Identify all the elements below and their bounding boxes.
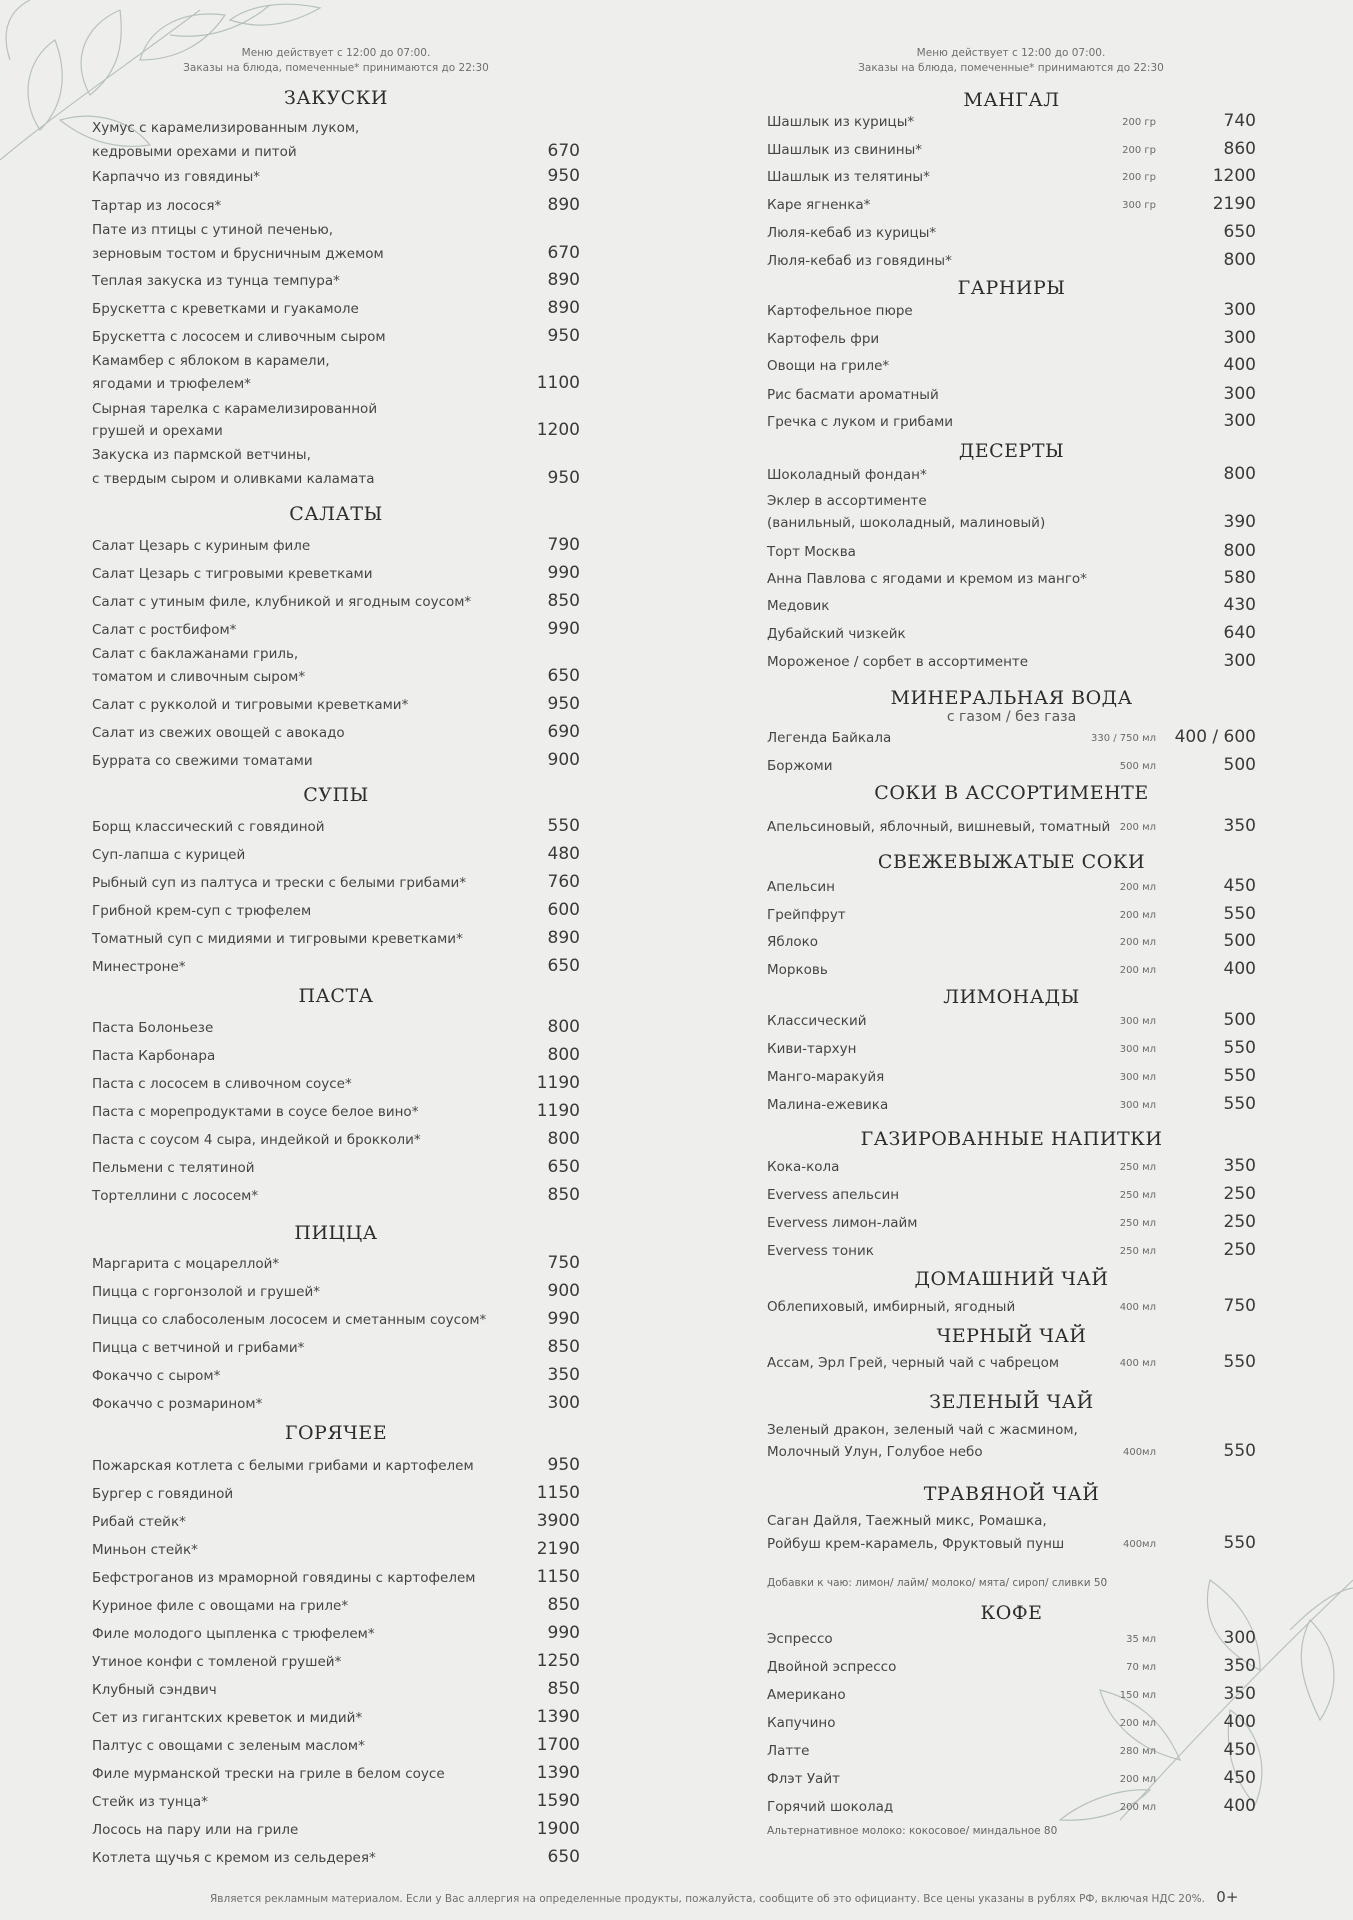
item-portion-size: 200 мл bbox=[1119, 910, 1156, 921]
item-name: Салат с баклажанами гриль, bbox=[92, 646, 299, 662]
item-price: 2190 bbox=[1212, 194, 1256, 214]
menu-hours-line: Меню действует с 12:00 до 07:00. bbox=[916, 47, 1106, 59]
item-name: Латте bbox=[767, 1743, 810, 1759]
item-name: Котлета щучья с кремом из сельдерея* bbox=[92, 1850, 376, 1866]
item-name: Теплая закуска из тунца темпура* bbox=[92, 273, 340, 289]
item-name: Паста с морепродуктами в соусе белое вино* bbox=[92, 1104, 419, 1120]
item-price: 800 bbox=[1223, 464, 1256, 484]
item-price: 990 bbox=[547, 563, 580, 583]
item-name: Борщ классический с говядиной bbox=[92, 819, 325, 835]
item-portion-size: 300 мл bbox=[1119, 1016, 1156, 1027]
item-portion-size: 250 мл bbox=[1119, 1218, 1156, 1229]
item-name: Кока-кола bbox=[767, 1159, 840, 1175]
item-price: 950 bbox=[547, 694, 580, 714]
item-price: 1190 bbox=[536, 1073, 580, 1093]
item-name: Морковь bbox=[767, 962, 828, 978]
item-name: Боржоми bbox=[767, 758, 833, 774]
item-portion-size: 500 мл bbox=[1119, 761, 1156, 772]
item-name: Клубный сэндвич bbox=[92, 1682, 217, 1698]
item-name: Малина-ежевика bbox=[767, 1097, 889, 1113]
item-name: Фокаччо с розмарином* bbox=[92, 1396, 263, 1412]
order-deadline-line: Заказы на блюда, помеченные* принимаются до 22:30 bbox=[183, 62, 489, 74]
section-note: Добавки к чаю: лимон/ лайм/ молоко/ мята/ сироп/ сливки 50 bbox=[767, 1577, 1108, 1589]
section-title: ЧЕРНЫЙ ЧАЙ bbox=[936, 1325, 1087, 1347]
item-price: 1150 bbox=[536, 1483, 580, 1503]
legal-footer bbox=[210, 1888, 1238, 1906]
item-name: Сет из гигантских креветок и мидий* bbox=[92, 1710, 363, 1726]
item-price: 550 bbox=[547, 816, 580, 836]
section-title: ПАСТА bbox=[298, 985, 374, 1007]
item-price: 480 bbox=[547, 844, 580, 864]
item-name: Флэт Уайт bbox=[767, 1771, 840, 1787]
menu-hours-notice bbox=[751, 46, 1271, 76]
footer-disclaimer: Является рекламным материалом. Если у Вас аллергия на определенные продукты, пожалуйста, сообщите об это официанту. Все цены указаны в рублях РФ, включая НДС 20%. bbox=[210, 1893, 1205, 1905]
item-portion-size: 200 гр bbox=[1122, 145, 1156, 156]
item-price: 350 bbox=[1223, 1684, 1256, 1704]
item-price: 850 bbox=[547, 1185, 580, 1205]
item-price: 850 bbox=[547, 1337, 580, 1357]
item-name: Рыбный суп из палтуса и трески с белыми грибами* bbox=[92, 875, 467, 891]
item-price: 860 bbox=[1223, 139, 1256, 159]
item-price: 640 bbox=[1223, 623, 1256, 643]
item-price: 450 bbox=[1223, 1740, 1256, 1760]
section-title: ДЕСЕРТЫ bbox=[958, 440, 1065, 462]
section-title: МАНГАЛ bbox=[963, 89, 1060, 111]
item-price: 350 bbox=[1223, 816, 1256, 836]
item-name: Картофельное пюре bbox=[767, 303, 913, 319]
section-title: СУПЫ bbox=[303, 784, 369, 806]
item-name-line2: зерновым тостом и брусничным джемом bbox=[92, 246, 384, 262]
section-title: ГАРНИРЫ bbox=[957, 277, 1066, 299]
item-price: 550 bbox=[1223, 904, 1256, 924]
item-price: 580 bbox=[1223, 568, 1256, 588]
item-name: Овощи на гриле* bbox=[767, 358, 890, 374]
item-name: Киви-тархун bbox=[767, 1041, 857, 1057]
item-name: Салат Цезарь с куриным филе bbox=[92, 538, 311, 554]
item-name: Шашлык из свинины* bbox=[767, 142, 923, 158]
section-title: ЗЕЛЕНЫЙ ЧАЙ bbox=[929, 1391, 1094, 1413]
item-name-line2: Ройбуш крем-карамель, Фруктовый пунш bbox=[767, 1536, 1065, 1552]
item-price: 500 bbox=[1223, 1010, 1256, 1030]
item-price: 3900 bbox=[536, 1511, 580, 1531]
item-price: 800 bbox=[547, 1017, 580, 1037]
item-name: Рис басмати ароматный bbox=[767, 387, 939, 403]
item-price: 760 bbox=[547, 872, 580, 892]
item-name: Миньон стейк* bbox=[92, 1542, 198, 1558]
item-portion-size: 300 мл bbox=[1119, 1044, 1156, 1055]
item-name: Пицца с ветчиной и грибами* bbox=[92, 1340, 305, 1356]
item-name: Хумус с карамелизированным луком, bbox=[92, 120, 360, 136]
item-name-line2: ягодами и трюфелем* bbox=[92, 376, 251, 392]
item-portion-size: 280 мл bbox=[1119, 1746, 1156, 1757]
item-price: 1190 bbox=[536, 1101, 580, 1121]
item-price: 800 bbox=[547, 1129, 580, 1149]
item-name: Грибной крем-суп с трюфелем bbox=[92, 903, 312, 919]
item-name: Гречка с луком и грибами bbox=[767, 414, 954, 430]
item-name: Закуска из пармской ветчины, bbox=[92, 447, 311, 463]
item-name: Брускетта с лососем и сливочным сыром bbox=[92, 329, 386, 345]
item-name: Камамбер с яблоком в карамели, bbox=[92, 353, 330, 369]
item-portion-size: 200 гр bbox=[1122, 117, 1156, 128]
item-name: Утиное конфи с томленой грушей* bbox=[92, 1654, 342, 1670]
item-name: Лосось на пару или на гриле bbox=[92, 1822, 299, 1838]
item-name: Двойной эспрессо bbox=[767, 1659, 897, 1675]
item-name: Горячий шоколад bbox=[767, 1799, 894, 1815]
item-price: 790 bbox=[547, 535, 580, 555]
item-name: Салат Цезарь с тигровыми креветками bbox=[92, 566, 373, 582]
item-price: 250 bbox=[1223, 1240, 1256, 1260]
item-name: Рибай стейк* bbox=[92, 1514, 186, 1530]
item-name: Паста с лососем в сливочном соусе* bbox=[92, 1076, 352, 1092]
section-title: МИНЕРАЛЬНАЯ ВОДА bbox=[890, 687, 1133, 709]
item-price: 950 bbox=[547, 166, 580, 186]
item-name: Бефстроганов из мраморной говядины с картофелем bbox=[92, 1570, 476, 1586]
item-name: Торт Москва bbox=[767, 544, 856, 560]
item-price: 1150 bbox=[536, 1567, 580, 1587]
age-rating: 0+ bbox=[1216, 1888, 1239, 1906]
item-name: Паста Карбонара bbox=[92, 1048, 216, 1064]
item-name: Суп-лапша с курицей bbox=[92, 847, 246, 863]
item-price: 850 bbox=[547, 1595, 580, 1615]
item-name: Облепиховый, имбирный, ягодный bbox=[767, 1299, 1016, 1315]
item-price: 800 bbox=[547, 1045, 580, 1065]
item-name: Evervess лимон-лайм bbox=[767, 1215, 918, 1231]
section-title: ГОРЯЧЕЕ bbox=[284, 1422, 388, 1444]
item-price: 2190 bbox=[536, 1539, 580, 1559]
item-name: Легенда Байкала bbox=[767, 730, 892, 746]
item-price: 750 bbox=[1223, 1296, 1256, 1316]
item-price: 300 bbox=[1223, 300, 1256, 320]
item-price: 450 bbox=[1223, 1768, 1256, 1788]
item-name: Каре ягненка* bbox=[767, 197, 871, 213]
item-portion-size: 330 / 750 мл bbox=[1090, 733, 1156, 744]
section-title: САЛАТЫ bbox=[289, 503, 383, 525]
item-name: Томатный суп с мидиями и тигровыми креветками* bbox=[92, 931, 463, 947]
item-name: Люля-кебаб из говядины* bbox=[767, 253, 952, 269]
item-price: 550 bbox=[1223, 1094, 1256, 1114]
item-name: Палтус с овощами с зеленым маслом* bbox=[92, 1738, 365, 1754]
item-price: 350 bbox=[1223, 1656, 1256, 1676]
item-portion-size: 200 мл bbox=[1119, 1718, 1156, 1729]
item-name: Филе молодого цыпленка с трюфелем* bbox=[92, 1626, 375, 1642]
item-price: 550 bbox=[1223, 1441, 1256, 1461]
item-portion-size: 200 мл bbox=[1119, 882, 1156, 893]
item-name: Фокаччо с сыром* bbox=[92, 1368, 221, 1384]
item-price: 740 bbox=[1223, 111, 1256, 131]
item-portion-size: 200 гр bbox=[1122, 172, 1156, 183]
item-price: 670 bbox=[547, 141, 580, 161]
item-price: 670 bbox=[547, 243, 580, 263]
item-portion-size: 35 мл bbox=[1126, 1634, 1156, 1645]
item-portion-size: 200 мл bbox=[1119, 1802, 1156, 1813]
item-name: Сырная тарелка с карамелизированной bbox=[92, 401, 378, 417]
item-name: Бургер с говядиной bbox=[92, 1486, 234, 1502]
section-title: ДОМАШНИЙ ЧАЙ bbox=[914, 1268, 1109, 1290]
item-name: Эспрессо bbox=[767, 1631, 833, 1647]
item-price: 650 bbox=[547, 1847, 580, 1867]
item-price: 800 bbox=[1223, 250, 1256, 270]
item-name: Ассам, Эрл Грей, черный чай с чабрецом bbox=[767, 1355, 1060, 1371]
item-price: 300 bbox=[1223, 384, 1256, 404]
item-price: 900 bbox=[547, 1281, 580, 1301]
item-price: 750 bbox=[547, 1253, 580, 1273]
section-title: ГАЗИРОВАННЫЕ НАПИТКИ bbox=[860, 1128, 1163, 1150]
item-name: Брускетта с креветками и гуакамоле bbox=[92, 301, 359, 317]
item-portion-size: 150 мл bbox=[1119, 1690, 1156, 1701]
item-price: 950 bbox=[547, 1455, 580, 1475]
item-price: 450 bbox=[1223, 876, 1256, 896]
section-title: ТРАВЯНОЙ ЧАЙ bbox=[923, 1483, 1100, 1505]
item-name: Салат с утиным филе, клубникой и ягодным соусом* bbox=[92, 594, 472, 610]
item-price: 800 bbox=[1223, 541, 1256, 561]
item-name: Пате из птицы с утиной печенью, bbox=[92, 222, 334, 238]
item-price: 1700 bbox=[536, 1735, 580, 1755]
item-portion-size: 400 мл bbox=[1119, 1302, 1156, 1313]
section-note: Альтернативное молоко: кокосовое/ миндальное 80 bbox=[767, 1825, 1058, 1837]
item-price: 850 bbox=[547, 1679, 580, 1699]
item-name: Апельсиновый, яблочный, вишневый, томатный bbox=[767, 819, 1111, 835]
section-title: СОКИ В АССОРТИМЕНТЕ bbox=[874, 782, 1149, 804]
section-title: КОФЕ bbox=[980, 1602, 1043, 1624]
item-price: 650 bbox=[1223, 222, 1256, 242]
item-price: 400 bbox=[1223, 355, 1256, 375]
item-price: 1390 bbox=[536, 1707, 580, 1727]
item-price: 300 bbox=[1223, 328, 1256, 348]
item-price: 850 bbox=[547, 591, 580, 611]
item-price: 990 bbox=[547, 1623, 580, 1643]
item-name: Пельмени с телятиной bbox=[92, 1160, 255, 1176]
item-price: 1590 bbox=[536, 1791, 580, 1811]
item-name-line2: Молочный Улун, Голубое небо bbox=[767, 1444, 983, 1460]
item-name: Саган Дайля, Таежный микс, Ромашка, bbox=[767, 1513, 1047, 1529]
item-name: Классический bbox=[767, 1013, 867, 1029]
item-portion-size: 200 мл bbox=[1119, 822, 1156, 833]
item-price: 300 bbox=[1223, 411, 1256, 431]
item-name: Буррата со свежими томатами bbox=[92, 753, 313, 769]
item-price: 900 bbox=[547, 750, 580, 770]
item-name-line2: (ванильный, шоколадный, малиновый) bbox=[767, 515, 1046, 531]
item-price: 990 bbox=[547, 1309, 580, 1329]
item-name: Маргарита с моцареллой* bbox=[92, 1256, 280, 1272]
item-name: Анна Павлова с ягодами и кремом из манго* bbox=[767, 571, 1087, 587]
item-portion-size: 250 мл bbox=[1119, 1162, 1156, 1173]
item-price: 400 / 600 bbox=[1174, 727, 1256, 747]
item-price: 890 bbox=[547, 298, 580, 318]
item-name: Evervess тоник bbox=[767, 1243, 874, 1259]
item-name: Картофель фри bbox=[767, 331, 880, 347]
item-price: 430 bbox=[1223, 595, 1256, 615]
item-price: 550 bbox=[1223, 1533, 1256, 1553]
item-portion-size: 200 мл bbox=[1119, 965, 1156, 976]
item-name: Паста Болоньезе bbox=[92, 1020, 214, 1036]
item-name: Яблоко bbox=[767, 934, 819, 950]
item-price: 690 bbox=[547, 722, 580, 742]
section-title: СВЕЖЕВЫЖАТЫЕ СОКИ bbox=[877, 851, 1146, 873]
item-price: 550 bbox=[1223, 1038, 1256, 1058]
item-name: Грейпфрут bbox=[767, 907, 846, 923]
item-name: Шоколадный фондан* bbox=[767, 467, 927, 483]
item-price: 890 bbox=[547, 928, 580, 948]
item-name-line2: кедровыми орехами и питой bbox=[92, 144, 297, 160]
item-name: Капучино bbox=[767, 1715, 836, 1731]
item-price: 1200 bbox=[536, 420, 580, 440]
item-price: 990 bbox=[547, 619, 580, 639]
item-name: Карпаччо из говядины* bbox=[92, 169, 261, 185]
item-price: 1900 bbox=[536, 1819, 580, 1839]
item-price: 390 bbox=[1223, 512, 1256, 532]
item-name: Пожарская котлета с белыми грибами и картофелем bbox=[92, 1458, 474, 1474]
item-price: 890 bbox=[547, 195, 580, 215]
item-name: Люля-кебаб из курицы* bbox=[767, 225, 937, 241]
item-name-line2: томатом и сливочным сыром* bbox=[92, 669, 306, 685]
item-portion-size: 400мл bbox=[1122, 1539, 1156, 1550]
section-subtitle: с газом / без газа bbox=[946, 709, 1077, 725]
item-name: Evervess апельсин bbox=[767, 1187, 900, 1203]
item-name: Американо bbox=[767, 1687, 846, 1703]
item-price: 350 bbox=[547, 1365, 580, 1385]
item-portion-size: 70 мл bbox=[1126, 1662, 1156, 1673]
item-price: 400 bbox=[1223, 1796, 1256, 1816]
item-price: 650 bbox=[547, 1157, 580, 1177]
item-price: 500 bbox=[1223, 755, 1256, 775]
section-title: ЗАКУСКИ bbox=[284, 87, 388, 109]
item-price: 550 bbox=[1223, 1066, 1256, 1086]
item-price: 950 bbox=[547, 326, 580, 346]
item-name: Салат с рукколой и тигровыми креветками* bbox=[92, 697, 409, 713]
item-name-line2: грушей и орехами bbox=[92, 423, 223, 439]
item-portion-size: 300 гр bbox=[1122, 200, 1156, 211]
item-price: 1250 bbox=[536, 1651, 580, 1671]
item-price: 350 bbox=[1223, 1156, 1256, 1176]
item-price: 250 bbox=[1223, 1184, 1256, 1204]
item-name: Шашлык из телятины* bbox=[767, 169, 930, 185]
item-name: Медовик bbox=[767, 598, 830, 614]
item-name: Салат с ростбифом* bbox=[92, 622, 237, 638]
item-name: Эклер в ассортименте bbox=[767, 493, 927, 509]
menu-hours-line: Меню действует с 12:00 до 07:00. bbox=[241, 47, 431, 59]
item-price: 1100 bbox=[536, 373, 580, 393]
section-title: ЛИМОНАДЫ bbox=[943, 986, 1080, 1008]
item-price: 300 bbox=[1223, 1628, 1256, 1648]
item-price: 400 bbox=[1223, 959, 1256, 979]
item-name: Тортеллини с лососем* bbox=[92, 1188, 259, 1204]
item-portion-size: 400мл bbox=[1122, 1447, 1156, 1458]
item-name: Дубайский чизкейк bbox=[767, 626, 906, 642]
item-price: 650 bbox=[547, 666, 580, 686]
item-price: 1390 bbox=[536, 1763, 580, 1783]
item-portion-size: 250 мл bbox=[1119, 1246, 1156, 1257]
item-price: 500 bbox=[1223, 931, 1256, 951]
item-name-line2: с твердым сыром и оливками каламата bbox=[92, 471, 375, 487]
order-deadline-line: Заказы на блюда, помеченные* принимаются до 22:30 bbox=[858, 62, 1164, 74]
section-title: ПИЦЦА bbox=[294, 1222, 378, 1244]
menu-hours-notice bbox=[76, 46, 596, 76]
item-price: 650 bbox=[547, 956, 580, 976]
item-price: 250 bbox=[1223, 1212, 1256, 1232]
item-portion-size: 300 мл bbox=[1119, 1072, 1156, 1083]
item-name: Пицца с горгонзолой и грушей* bbox=[92, 1284, 320, 1300]
item-name: Минестроне* bbox=[92, 959, 186, 975]
item-name: Куриное филе с овощами на гриле* bbox=[92, 1598, 349, 1614]
item-price: 300 bbox=[547, 1393, 580, 1413]
item-price: 950 bbox=[547, 468, 580, 488]
item-name: Филе мурманской трески на гриле в белом соусе bbox=[92, 1766, 445, 1782]
item-name: Зеленый дракон, зеленый чай с жасмином, bbox=[767, 1422, 1078, 1438]
item-name: Паста с соусом 4 сыра, индейкой и брокколи* bbox=[92, 1132, 421, 1148]
item-name: Пицца со слабосоленым лососем и сметанным соусом* bbox=[92, 1312, 487, 1328]
item-portion-size: 300 мл bbox=[1119, 1100, 1156, 1111]
item-portion-size: 200 мл bbox=[1119, 1774, 1156, 1785]
item-price: 550 bbox=[1223, 1352, 1256, 1372]
item-name: Салат из свежих овощей с авокадо bbox=[92, 725, 345, 741]
item-name: Апельсин bbox=[767, 879, 835, 895]
item-price: 600 bbox=[547, 900, 580, 920]
item-name: Шашлык из курицы* bbox=[767, 114, 915, 130]
item-portion-size: 250 мл bbox=[1119, 1190, 1156, 1201]
item-name: Стейк из тунца* bbox=[92, 1794, 208, 1810]
item-name: Мороженое / сорбет в ассортименте bbox=[767, 654, 1029, 670]
item-portion-size: 400 мл bbox=[1119, 1358, 1156, 1369]
item-price: 1200 bbox=[1212, 166, 1256, 186]
item-price: 400 bbox=[1223, 1712, 1256, 1732]
item-price: 890 bbox=[547, 270, 580, 290]
item-portion-size: 200 мл bbox=[1119, 937, 1156, 948]
item-name: Тартар из лосося* bbox=[92, 198, 222, 214]
item-name: Манго-маракуйя bbox=[767, 1069, 885, 1085]
item-price: 300 bbox=[1223, 651, 1256, 671]
